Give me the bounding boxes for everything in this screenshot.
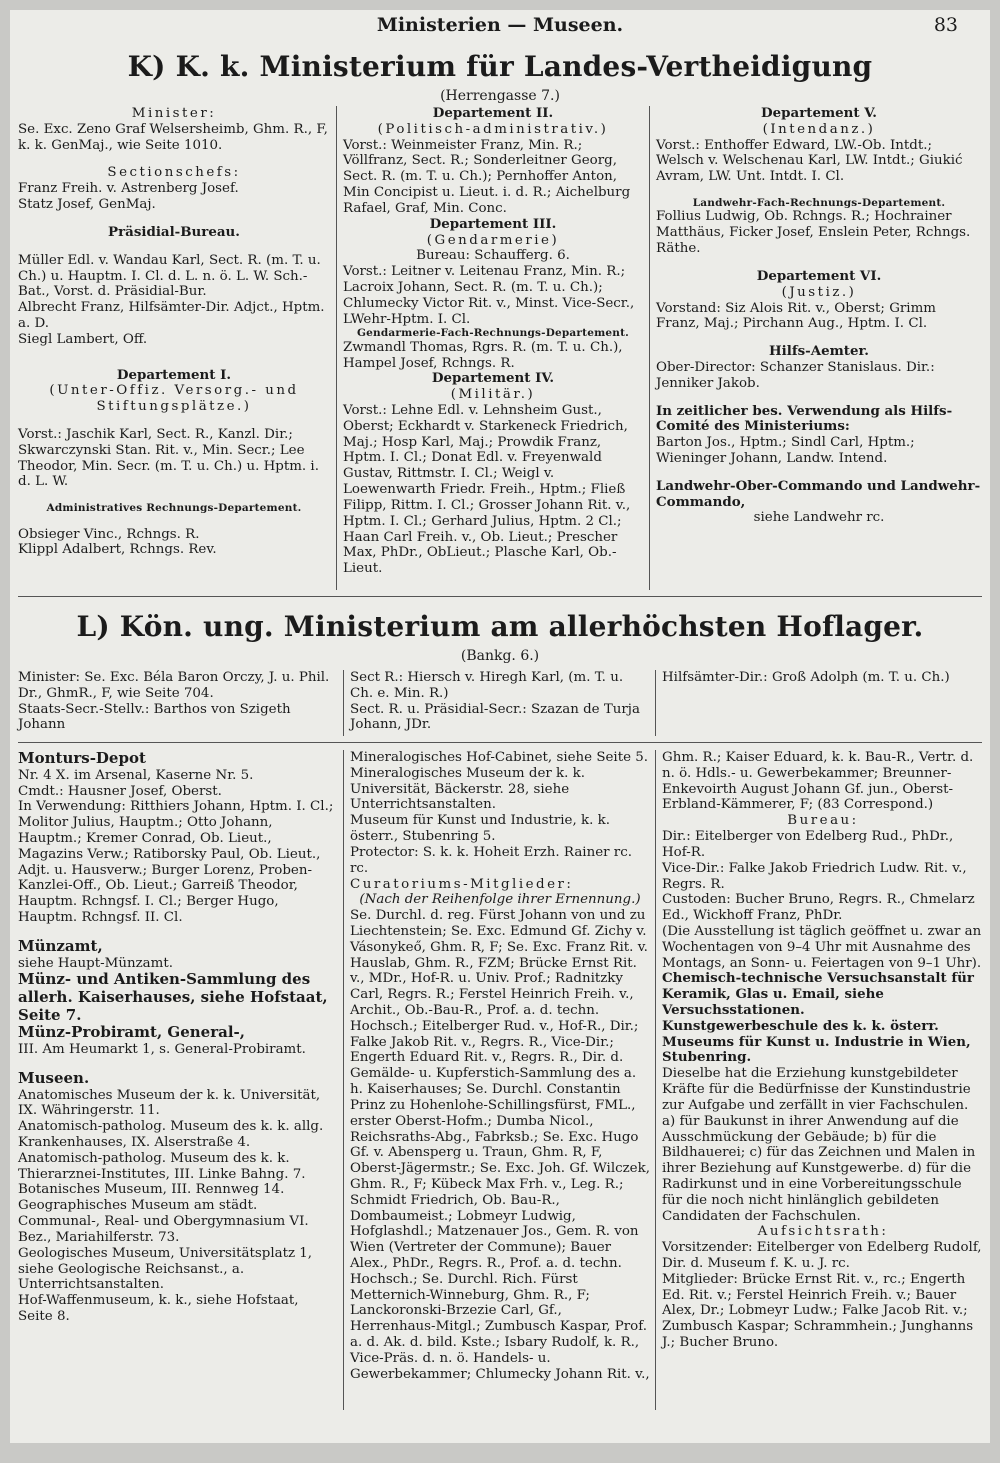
entry: Cmdt.: Hausner Josef, Oberst. <box>18 783 222 799</box>
entry: Bureau: Schaufferg. 6. <box>416 248 570 264</box>
section-rule <box>18 596 982 597</box>
entry: Gendarmerie-Fach-Rechnungs-Departement. <box>356 327 630 340</box>
entry: (Die Ausstellung ist täglich geöffnet u. zwar an Wochentagen von 9–4 Uhr mit Ausnahme des Montags, an Sonn- u. Feiertagen von 9–1 Uhr). <box>662 923 982 971</box>
page-number: 83 <box>933 14 958 36</box>
entry: (Politisch-administrativ.) <box>377 121 609 137</box>
entry: Geologisches Museum, Universitätsplatz 1, siehe Geologische Reichsanst., a. Unterrichtsanstalten. <box>18 1245 313 1293</box>
entry: Vorsitzender: Eitelberger von Edelberg Rudolf, Dir. d. Museum f. K. u. J. rc. <box>662 1240 982 1271</box>
entry: Departement II. <box>432 105 554 121</box>
column-divider <box>343 750 344 1410</box>
section-k-column-1 <box>18 106 330 558</box>
section-k-address: (Herrengasse 7.) <box>440 88 560 104</box>
column-divider <box>655 750 656 1410</box>
lower-column-1 <box>18 750 336 1325</box>
entry: Curatoriums-Mitglieder: <box>350 876 574 892</box>
section-k-title: K) K. k. Ministerium für Landes-Vertheidigung <box>127 50 873 83</box>
entry: Ober-Director: Schanzer Stanislaus. Dir.: Jenniker Jakob. <box>656 359 935 391</box>
spacer <box>18 515 330 527</box>
entry: Münz-Probiramt, General-, <box>18 1023 245 1042</box>
entry: Departement IV. <box>431 370 555 387</box>
entry: Vice-Dir.: Falke Jakob Friedrich Ludw. Rit. v., Regrs. R. <box>662 860 967 892</box>
section-l-address: (Bankg. 6.) <box>460 648 540 664</box>
entry: Se. Exc. Zeno Graf Welsersheimb, Ghm. R., F, k. k. GenMaj., wie Seite 1010. <box>18 121 328 153</box>
running-head <box>10 14 990 38</box>
entry: Se. Durchl. d. reg. Fürst Johann von und zu Liechtenstein; Se. Exc. Edmund Gf. Zichy v. Vásonykeő, Ghm. R, F; Se. Exc. Franz Rit. v. Hauslab, Ghm. R., FZM; Brücke Ernst Rit. v., MDr., Hof-R. u. Univ. Prof.; Radnitzky Carl, Regrs. R.; Ferstel Heinrich Freih. v., Archit., Ob.-Bau-R., Prof. a. d. techn. Hochsch.; Eitelberger Rud. v., Hof-R., Dir.; Falke Jakob Rit. v., Regrs. R., Vice-Dir.; Engerth Eduard Rit. v., Regrs. R., Dir. d. Gemälde- u. Kupferstich-Sammlung des a. h. Kaiserhauses; Se. Durchl. Constantin Prinz zu Hohenlohe-Schillingsfürst, FML., erster Oberst-Hofm.; Dumba Nicol., Reichsraths-Abg., Fabrksb.; Se. Exc. Hugo Gf. v. Abensperg u. Traun, Ghm. R, F, Oberst-Jägermstr.; Se. Exc. Joh. Gf. Wilczek, Ghm. R., F; Kübeck Max Frh. v., Leg. R.; Schmidt Friedrich, Ob. Bau-R., Dombaumeist.; Lobmeyr Ludwig, Hofglashdl.; Matzenauer Jos., Gem. R. von Wien (Vertreter der Commune); Bauer Alex., PhDr., Regrs. R., Prof. a. d. techn. Hochsch.; Se. Durchl. Rich. Fürst Metternich-Winneburg, Ghm. R., F; Lanckoronski-Brzezie Carl, Gf., Herrenhaus-Mitgl.; Zumbusch Kaspar, Prof. a. d. Ak. d. bild. Kste.; Isbary Rudolf, k. R., Vice-Präs. d. n. ö. Handels- u. Gewerbekammer; Chlumecky Johann Rit. v., <box>350 908 650 1382</box>
entry: Präsidial-Bureau. <box>108 223 240 240</box>
entry: Botanisches Museum, III. Rennweg 14. <box>18 1182 285 1198</box>
entry: Vorst.: Jaschik Karl, Sect. R., Kanzl. Dir.; Skwarczynski Stan. Rit. v., Min. Secr.; Lee Theodor, Min. Secr. (m. T. u. Ch.) u. Hptm. i. d. L. W. <box>18 427 319 490</box>
entry: Follius Ludwig, Ob. Rchngs. R.; Hochrainer Matthäus, Ficker Josef, Enslein Peter, Rchngs. Räthe. <box>656 209 971 257</box>
entry: Departement V. <box>761 105 877 121</box>
entry: Müller Edl. v. Wandau Karl, Sect. R. (m. T. u. Ch.) u. Hauptm. I. Cl. d. L. n. ö. L. W. Sch.-Bat., Vorst. d. Präsidial-Bur. <box>18 252 321 300</box>
entry: Barton Jos., Hptm.; Sindl Carl, Hptm.; Wieninger Johann, Landw. Intend. <box>656 435 915 466</box>
entry: Landwehr-Ober-Commando und Landwehr-Commando, <box>656 477 981 510</box>
entry: Minister: Se. Exc. Béla Baron Orczy, J. u. Phil. Dr., GhmR., F, wie Seite 704. <box>18 670 330 701</box>
entry: (Militär.) <box>450 387 536 403</box>
entry: (Unter-Offiz. Versorg.- und Stiftungsplätze.) <box>49 383 299 415</box>
section-l-title: L) Kön. ung. Ministerium am allerhöchsten Hoflager. <box>76 610 924 643</box>
spacer <box>656 392 982 404</box>
entry: siehe Landwehr rc. <box>753 510 885 526</box>
entry: Aufsichtsrath: <box>757 1224 889 1240</box>
entry: (Nach der Reihenfolge ihrer Ernennung.) <box>359 892 641 908</box>
spacer <box>18 241 330 253</box>
spacer <box>18 926 336 938</box>
entry: Münz- und Antiken-Sammlung des allerh. Kaiserhauses, siehe Hofstaat, Seite 7. <box>18 970 328 1024</box>
entry: Vorst.: Leitner v. Leitenau Franz, Min. R.; Lacroix Johann, Sect. R. (m. T. u. Ch.); Chlumecky Victor Rit. v., Minst. Vice-Secr., LWehr-Hptm. I. Cl. <box>343 264 635 327</box>
entry: (Intendanz.) <box>762 121 876 137</box>
section-l-column-2 <box>350 670 650 733</box>
entry: Minister: <box>131 106 217 121</box>
entry: Mineralogisches Hof-Cabinet, siehe Seite 5. <box>350 750 649 765</box>
entry: siehe Haupt-Münzamt. <box>18 955 173 971</box>
lower-column-3 <box>662 750 984 1351</box>
spacer <box>656 467 982 479</box>
spacer <box>18 415 330 427</box>
entry: Vorst.: Weinmeister Franz, Min. R.; Völlfranz, Sect. R.; Sonderleitner Georg, Sect. R. (m. T. u. Ch.); Pernhoffer Anton, Min Concipist u. Lieut. i. d. R.; Aichelburg Rafael, Graf, Min. Conc. <box>343 137 631 216</box>
spacer <box>18 153 330 165</box>
entry: Departement I. <box>116 366 232 383</box>
entry: Dir.: Eitelberger von Edelberg Rud., PhDr., Hof-R. <box>662 829 954 860</box>
section-k-column-2 <box>343 106 643 577</box>
entry: Münzamt, <box>18 936 103 955</box>
spacer <box>18 348 330 368</box>
column-divider <box>343 670 344 736</box>
entry: Sect R.: Hiersch v. Hiregh Karl, (m. T. u. Ch. e. Min. R.) <box>350 670 624 701</box>
lower-column-2 <box>350 750 650 1383</box>
entry: Anatomisches Museum der k. k. Universität, IX. Währingerstr. 11. <box>18 1087 321 1119</box>
entry: Siegl Lambert, Off. <box>18 331 148 347</box>
entry: Albrecht Franz, Hilfsämter-Dir. Adjct., Hptm. a. D. <box>18 300 325 331</box>
column-divider <box>336 106 337 590</box>
entry: Departement III. <box>429 215 557 232</box>
entry: Protector: S. k. k. Hoheit Erzh. Rainer rc. rc. <box>350 844 632 876</box>
entry: Ghm. R.; Kaiser Eduard, k. k. Bau-R., Vertr. d. n. ö. Hdls.- u. Gewerbekammer; Breunner-Enkevoirth August Johann Gf. jun., Oberst-Erbland-Kämmerer, F; (83 Correspond.) <box>662 750 974 813</box>
entry: Sectionschefs: <box>107 165 241 181</box>
entry: Kunstgewerbeschule des k. k. österr. Museums für Kunst u. Industrie in Wien, Stubenring. <box>662 1017 971 1066</box>
entry: Franz Freih. v. Astrenberg Josef. <box>18 181 239 197</box>
section-k-column-3 <box>656 106 982 526</box>
entry: (Gendarmerie) <box>426 232 560 248</box>
entry: Custoden: Bucher Bruno, Regrs. R., Chmelarz Ed., Wickhoff Franz, PhDr. <box>662 892 975 924</box>
entry: Sect. R. u. Präsidial-Secr.: Szazan de Turja Johann, JDr. <box>350 701 640 733</box>
section-rule <box>18 742 982 743</box>
entry: In zeitlicher bes. Verwendung als Hilfs-Comité des Ministeriums: <box>656 402 953 435</box>
entry: Hilfsämter-Dir.: Groß Adolph (m. T. u. Ch.) <box>662 670 950 685</box>
entry: Anatomisch-patholog. Museum des k. k. Thierarznei-Institutes, III. Linke Bahng. 7. <box>18 1150 306 1182</box>
entry: Administratives Rechnungs-Departement. <box>46 502 302 515</box>
column-divider <box>649 106 650 590</box>
entry: Departement VI. <box>756 267 882 284</box>
entry: Klippl Adalbert, Rchngs. Rev. <box>18 542 217 558</box>
directory-page <box>10 10 990 1443</box>
entry: Mitglieder: Brücke Ernst Rit. v., rc.; Engerth Ed. Rit. v.; Ferstel Heinrich Freih. v.; Bauer Alex, Dr.; Lobmeyr Ludw.; Falke Jacob Rit. v.; Zumbusch Kaspar; Schrammhein.; Junghanns J.; Bucher Bruno. <box>662 1271 974 1351</box>
entry: Monturs-Depot <box>18 749 146 767</box>
entry: Landwehr-Fach-Rechnungs-Departement. <box>692 197 946 210</box>
section-l-column-1 <box>18 670 338 733</box>
entry: Hof-Waffenmuseum, k. k., siehe Hofstaat, Seite 8. <box>18 1293 299 1324</box>
entry: Bureau: <box>787 813 859 829</box>
entry: Anatomisch-patholog. Museum des k. k. allg. Krankenhauses, IX. Alserstraße 4. <box>18 1119 324 1150</box>
entry: Obsieger Vinc., Rchngs. R. <box>18 526 200 542</box>
entry: Hilfs-Aemter. <box>769 343 869 360</box>
entry: Nr. 4 X. im Arsenal, Kaserne Nr. 5. <box>18 767 254 783</box>
entry: Geographisches Museum am städt. Communal-, Real- und Obergymnasium VI. Bez., Mariahilferstr. 73. <box>18 1198 309 1245</box>
section-l-column-3 <box>662 670 982 686</box>
entry: Museen. <box>18 1068 90 1087</box>
entry: Zwmandl Thomas, Rgrs. R. (m. T. u. Ch.), Hampel Josef, Rchngs. R. <box>343 339 623 371</box>
running-title: Ministerien — Museen. <box>376 14 624 36</box>
entry: Vorstand: Siz Alois Rit. v., Oberst; Grimm Franz, Maj.; Pirchann Aug., Hptm. I. Cl. <box>656 300 936 332</box>
entry: Staats-Secr.-Stellv.: Barthos von Szigeth Johann <box>18 701 291 733</box>
entry: Chemisch-technische Versuchsanstalt für Keramik, Glas u. Email, siehe Versuchsstationen. <box>662 970 974 1018</box>
entry: Statz Josef, GenMaj. <box>18 197 156 213</box>
spacer <box>656 185 982 197</box>
entry: (Justiz.) <box>781 284 857 300</box>
entry: Mineralogisches Museum der k. k. Universität, Bäckerstr. 28, siehe Unterrichtsanstalten. <box>350 765 586 813</box>
entry: III. Am Heumarkt 1, s. General-Probiramt. <box>18 1042 306 1058</box>
entry: Vorst.: Enthoffer Edward, LW.-Ob. Intdt.; Welsch v. Welschenau Karl, LW. Intdt.; Giukić Avram, LW. Unt. Intdt. I. Cl. <box>656 137 963 185</box>
entry: Museum für Kunst und Industrie, k. k. österr., Stubenring 5. <box>350 813 610 845</box>
column-divider <box>655 670 656 736</box>
entry: Vorst.: Lehne Edl. v. Lehnsheim Gust., Oberst; Eckhardt v. Starkeneck Friedrich, Maj.; Hosp Karl, Maj.; Prowdik Franz, Hptm. I. Cl.; Donat Edl. v. Freyenwald Gustav, Rittmstr. I. Cl.; Weigl v. Loewenwarth Friedr. Freih., Hptm.; Fließ Filipp, Rittm. I. Cl.; Grosser Johann Rit. v., Hptm. I. Cl.; Gerhard Julius, Hptm. 2 Cl.; Haan Carl Freih. v., Ob. Lieut.; Prescher Max, PhDr., ObLieut.; Plasche Karl, Ob.-Lieut. <box>343 403 631 577</box>
entry: In Verwendung: Ritthiers Johann, Hptm. I. Cl.; Molitor Julius, Hauptm.; Otto Johann, Hauptm.; Kremer Conrad, Ob. Lieut., Magazins Verw.; Ratiborsky Paul, Ob. Lieut., Adjt. u. Hausverw.; Burger Lorenz, Proben-Kanzlei-Off., Ob. Lieut.; Garreiß Theodor, Hauptm. Rchngsf. I. Cl.; Berger Hugo, Hauptm. Rchngsf. II. Cl. <box>18 799 334 925</box>
spacer <box>18 490 330 502</box>
entry: Dieselbe hat die Erziehung kunstgebildeter Kräfte für die Bedürfnisse der Kunstindustrie zur Aufgabe und zerfällt in vier Fachschulen. a) für Baukunst in ihrer Anwendung auf die Ausschmückung der Gebäude; b) für die Bildhauerei; c) für das Zeichnen und Malen in ihrer Beziehung auf Kunstgewerbe. d) für die Radirkunst und in eine Vorbereitungsschule für die noch nicht hinlänglich gebildeten Candidaten der Fachschulen. <box>662 1066 976 1224</box>
